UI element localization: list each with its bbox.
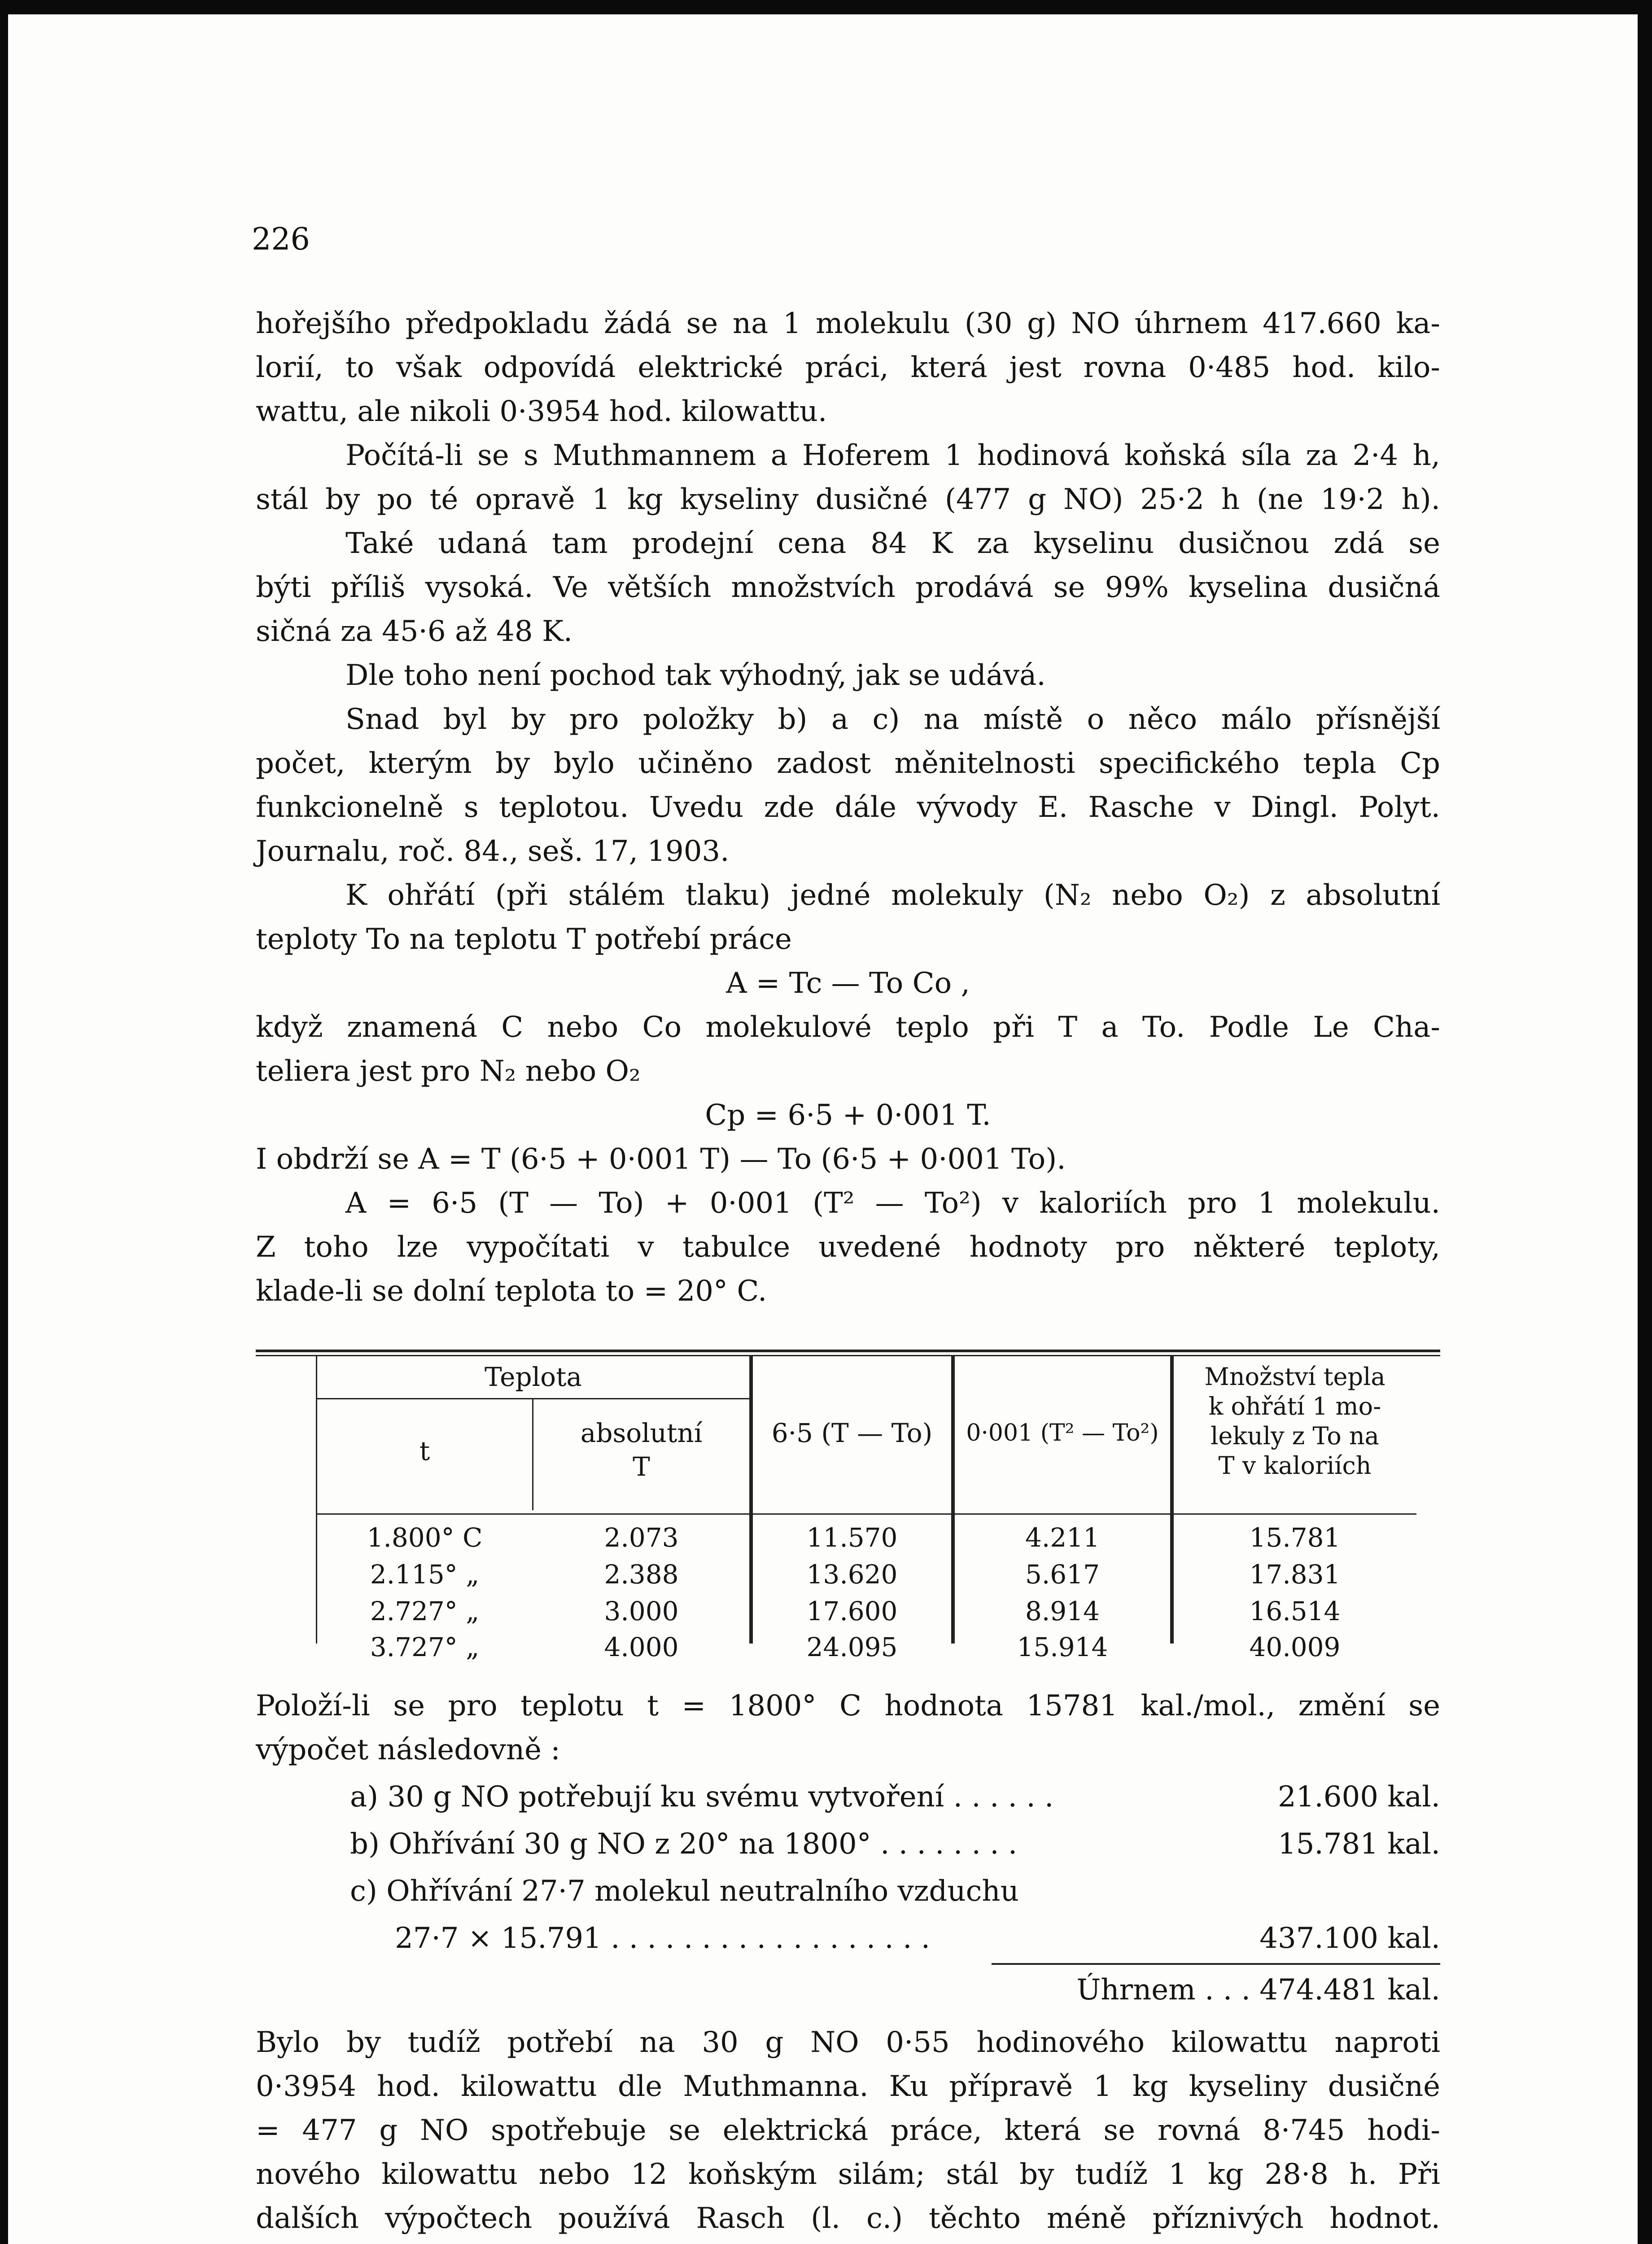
header-col5-line: Množství tepla [1204, 1363, 1385, 1391]
text-line: teploty To na teplotu T potřebí práce [256, 923, 792, 956]
text-line: klade-li se dolní teplota to = 20° C. [256, 1275, 767, 1308]
column-rule [749, 1356, 753, 1644]
text-line: 0·3954 hod. kilowattu dle Muthmanna. Ku přípravě 1 kg kyseliny dusičné [256, 2070, 1440, 2103]
formula-a: A = Tc — To Co , [726, 967, 970, 1000]
table-cell: 17.831 [1249, 1559, 1341, 1590]
text-line: Snad byl by pro položky b) a c) na místě o něco málo přísnější [345, 703, 1440, 736]
text-line: K ohřátí (při stálém tlaku) jedné molekuly (N₂ nebo O₂) z absolutní [345, 879, 1440, 912]
sum-rule [992, 1963, 1440, 1965]
table-cell: 15.914 [1017, 1632, 1108, 1662]
text-line: nového kilowattu nebo 12 koňským silám; stál by tudíž 1 kg 28·8 h. Při [256, 2158, 1440, 2191]
total-label: Úhrnem . . . 474.481 kal. [1076, 1973, 1440, 2007]
item-label: a) 30 g NO potřebují ku svému vytvoření . . . . . . [350, 1780, 1054, 1814]
header-col5-line: lekuly z To na [1211, 1422, 1379, 1450]
text-line: Počítá-li se s Muthmannem a Hoferem 1 hodinová koňská síla za 2·4 h, [345, 439, 1440, 472]
text-line: dalších výpočtech používá Rasch (l. c.) těchto méně příznivých hodnot. [256, 2202, 1440, 2235]
text-line: hořejšího předpokladu žádá se na 1 molekulu (30 g) NO úhrnem 417.660 ka- [256, 307, 1440, 340]
text-line: Dle toho není pochod tak výhodný, jak se udává. [345, 659, 1046, 692]
formula-cp: Cp = 6·5 + 0·001 T. [705, 1099, 991, 1132]
text-line: Z toho lze vypočítati v tabulce uvedené hodnoty pro některé teploty, [256, 1231, 1440, 1264]
table-cell: 17.600 [806, 1596, 898, 1626]
table-cell: 5.617 [1025, 1559, 1100, 1590]
page-sheet [8, 14, 1638, 2244]
header-absolutni: absolutní [580, 1418, 703, 1448]
text-line: stál by po té opravě 1 kg kyseliny dusičné (477 g NO) 25·2 h (ne 19·2 h). [256, 483, 1440, 516]
text-line: Také udaná tam prodejní cena 84 K za kyselinu dusičnou zdá se [345, 527, 1440, 560]
header-rule [317, 1513, 1416, 1515]
table-cell: 4.000 [604, 1632, 679, 1662]
formula-line: A = 6·5 (T — To) + 0·001 (T² — To²) v kaloriích pro 1 molekulu. [345, 1187, 1440, 1220]
text-line: Bylo by tudíž potřebí na 30 g NO 0·55 hodinového kilowattu naproti [256, 2026, 1440, 2059]
table-top-rule [256, 1355, 1440, 1356]
page-number: 226 [252, 222, 310, 257]
column-rule [951, 1356, 955, 1644]
text-line: funkcionelně s teplotou. Uvedu zde dále vývody E. Rasche v Dingl. Polyt. [256, 791, 1440, 824]
item-label: 27·7 × 15.791 . . . . . . . . . . . . . . . . . . [395, 1922, 931, 1955]
text-line: výpočet následovně : [256, 1733, 560, 1766]
table-cell: 16.514 [1249, 1596, 1341, 1626]
data-table [256, 1350, 1440, 1673]
item-label: c) Ohřívání 27·7 molekul neutralního vzduchu [350, 1875, 1019, 1908]
table-cell: 8.914 [1025, 1596, 1100, 1626]
item-value: 437.100 kal. [1259, 1922, 1440, 1955]
table-cell: 4.211 [1025, 1522, 1100, 1553]
text-line: sičná za 45·6 až 48 K. [256, 615, 573, 648]
table-cell: 13.620 [806, 1559, 898, 1590]
group-rule [317, 1398, 749, 1399]
text-line: teliera jest pro N₂ nebo O₂ [256, 1055, 641, 1088]
body-text-after-table [256, 1684, 1440, 1772]
table-cell: 40.009 [1249, 1632, 1341, 1662]
header-col5 [1174, 1362, 1416, 1481]
table-cell: 2.115° „ [370, 1559, 480, 1590]
header-t: t [419, 1436, 430, 1466]
text-line: lorií, to však odpovídá elektrické práci, která jest rovna 0·485 hod. kilo- [256, 351, 1440, 384]
list-item [256, 1868, 1440, 1915]
table-cell: 2.388 [604, 1559, 679, 1590]
text-line: wattu, ale nikoli 0·3954 hod. kilowattu. [256, 395, 827, 428]
header-abs-t: T [633, 1451, 650, 1482]
table-cell: 2.073 [604, 1522, 679, 1553]
table-cell: 1.800° C [367, 1522, 483, 1553]
column-rule [1170, 1356, 1174, 1644]
item-value: 15.781 kal. [1277, 1828, 1440, 1861]
text-line: počet, kterým by bylo učiněno zadost měnitelnosti specifického tepla Cp [256, 747, 1440, 780]
table-cell: 3.727° „ [370, 1632, 480, 1662]
list-item [256, 1821, 1440, 1868]
list-item [256, 1915, 1440, 1962]
text-line: Journalu, roč. 84., seš. 17, 1903. [256, 835, 730, 868]
body-text-final [256, 2020, 1440, 2240]
table-cell: 11.570 [806, 1522, 898, 1553]
header-col3: 6·5 (T — To) [771, 1418, 933, 1448]
item-value: 21.600 kal. [1277, 1780, 1440, 1814]
header-col4: 0·001 (T² — To²) [966, 1420, 1159, 1446]
list-item [256, 1774, 1440, 1821]
body-text-top [256, 302, 1440, 1313]
text-line: když znamená C nebo Co molekulové teplo při T a To. Podle Le Cha- [256, 1011, 1440, 1044]
table-cell: 3.000 [604, 1596, 679, 1626]
text-line: = 477 g NO spotřebuje se elektrická práce, která se rovná 8·745 hodi- [256, 2114, 1440, 2147]
header-col5-line: T v kaloriích [1218, 1451, 1372, 1480]
text-line: býti příliš vysoká. Ve větších množstvích prodává se 99% kyselina dusičná [256, 571, 1440, 604]
text-line: Položí-li se pro teplotu t = 1800° C hodnota 15781 kal./mol., změní se [256, 1689, 1440, 1722]
total-row [256, 1967, 1440, 2014]
table-cell: 15.781 [1249, 1522, 1341, 1553]
calculation-list [256, 1774, 1440, 2014]
table-cell: 24.095 [806, 1632, 898, 1662]
formula-line: I obdrží se A = T (6·5 + 0·001 T) — To (6·5 + 0·001 To). [256, 1143, 1066, 1176]
table-top-rule [256, 1350, 1440, 1352]
table-cell: 2.727° „ [370, 1596, 480, 1626]
header-col5-line: k ohřátí 1 mo- [1208, 1392, 1381, 1420]
header-teplota: Teplota [485, 1362, 582, 1392]
item-label: b) Ohřívání 30 g NO z 20° na 1800° . . . . . . . . [350, 1828, 1018, 1861]
